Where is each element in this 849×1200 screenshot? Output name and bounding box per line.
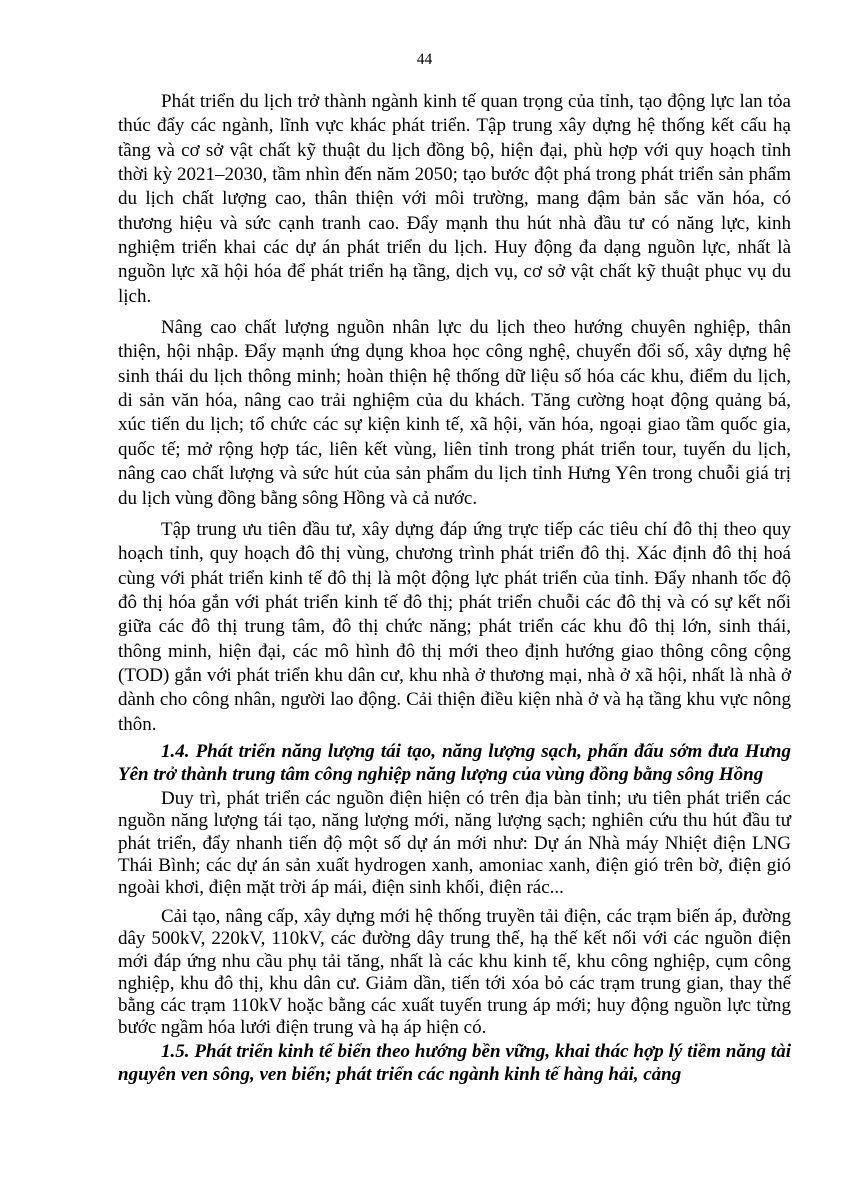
paragraph-power-grid: Cải tạo, nâng cấp, xây dựng mới hệ thống truyền tải điện, các trạm biến áp, đường dây 500kV, 220kV, 110kV, các đường dây trung thế, hạ thế kết nối với các nguồn điện mới đáp ứng nhu cầu phụ tải tăng, nhất là các khu kinh tế, khu công nghiệp, cụm công nghiệp, khu đô thị, khu dân cư. Giảm dần, tiến tới xóa bỏ các trạm trung gian, thay thế bằng các trạm 110kV hoặc bằng các xuất tuyến trung áp mới; huy động nguồn lực từng bước ngầm hóa lưới điện trung và hạ áp hiện có. xyxy=(118,906,791,1039)
paragraph-tourism-development: Phát triển du lịch trở thành ngành kinh tế quan trọng của tỉnh, tạo động lực lan tỏa thúc đẩy các ngành, lĩnh vực khác phát triển. Tập trung xây dựng hệ thống kết cấu hạ tầng và cơ sở vật chất kỹ thuật du lịch đồng bộ, hiện đại, phù hợp với quy hoạch tỉnh thời kỳ 2021–2030, tầm nhìn đến năm 2050; tạo bước đột phá trong phát triển sản phẩm du lịch chất lượng cao, thân thiện với môi trường, mang đậm bản sắc văn hóa, có thương hiệu và sức cạnh tranh cao. Đẩy mạnh thu hút nhà đầu tư có năng lực, kinh nghiệm triển khai các dự án phát triển du lịch. Huy động đa dạng nguồn lực, nhất là nguồn lực xã hội hóa để phát triển hạ tầng, dịch vụ, cơ sở vật chất kỹ thuật phục vụ du lịch. xyxy=(118,91,791,307)
paragraph-power-sources: Duy trì, phát triển các nguồn điện hiện có trên địa bàn tỉnh; ưu tiên phát triển các nguồn năng lượng tái tạo, năng lượng mới, năng lượng sạch; nghiên cứu thu hút đầu tư phát triển, đẩy nhanh tiến độ một số dự án mới như: Dự án Nhà máy Nhiệt điện LNG Thái Bình; các dự án sản xuất hydrogen xanh, amoniac xanh, điện gió trên bờ, điện gió ngoài khơi, điện mặt trời áp mái, điện sinh khối, điện rác... xyxy=(118,788,791,898)
page-number: 44 xyxy=(416,51,433,68)
paragraph-urban-development: Tập trung ưu tiên đầu tư, xây dựng đáp ứng trực tiếp các tiêu chí đô thị theo quy hoạch tỉnh, quy hoạch đô thị vùng, chương trình phát triển đô thị. Xác định đô thị hoá cùng với phát triển kinh tế đô thị là một động lực phát triển của tỉnh. Đẩy nhanh tốc độ đô thị hóa gắn với phát triển kinh tế đô thị; phát triển chuỗi các đô thị và có sự kết nối giữa các đô thị trung tâm, đô thị chức năng; phát triển các khu đô thị lớn, sinh thái, thông minh, hiện đại, các mô hình đô thị mới theo định hướng giao thông công cộng (TOD) gắn với phát triển khu dân cư, khu nhà ở thương mại, nhà ở xã hội, nhất là nhà ở dành cho công nhân, người lao động. Cải thiện điều kiện nhà ở và hạ tầng khu vực nông thôn. xyxy=(118,518,791,735)
paragraph-tourism-human-resources: Nâng cao chất lượng nguồn nhân lực du lịch theo hướng chuyên nghiệp, thân thiện, hội nhập. Đẩy mạnh ứng dụng khoa học công nghệ, chuyển đổi số, xây dựng hệ sinh thái du lịch thông minh; hoàn thiện hệ thống dữ liệu số hóa các khu, điểm du lịch, di sản văn hóa, nâng cao trải nghiệm của du khách. Tăng cường hoạt động quảng bá, xúc tiến du lịch; tổ chức các sự kiện kinh tế, xã hội, văn hóa, ngoại giao tầm quốc gia, quốc tế; mở rộng hợp tác, liên kết vùng, liên tỉnh trong phát triển tour, tuyến du lịch, nâng cao chất lượng và sức hút của sản phẩm du lịch tỉnh Hưng Yên trong chuỗi giá trị du lịch vùng đồng bằng sông Hồng và cả nước. xyxy=(118,317,791,509)
section-heading-1-4: 1.4. Phát triển năng lượng tái tạo, năng lượng sạch, phấn đấu sớm đưa Hưng Yên trở thành trung tâm công nghiệp năng lượng của vùng đồng bằng sông Hồng xyxy=(118,740,791,785)
section-heading-1-5: 1.5. Phát triển kinh tế biển theo hướng bền vững, khai thác hợp lý tiềm năng tài nguyên ven sông, ven biển; phát triển các ngành kinh tế hàng hải, cảng xyxy=(118,1041,791,1085)
document-body xyxy=(118,90,791,1087)
